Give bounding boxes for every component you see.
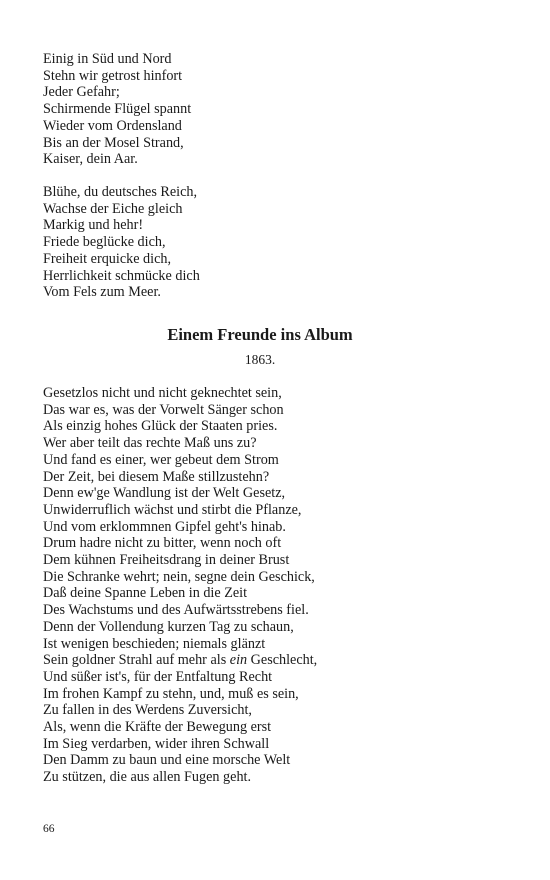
verse-line: Zu stützen, die aus allen Fugen geht. [43,769,252,786]
verse-line: Denn der Vollendung kurzen Tag zu schaun, [43,618,294,635]
verse-line: Kaiser, dein Aar. [43,151,138,168]
poem-title: Einem Freunde ins Album [167,325,353,344]
verse-line: Der Zeit, bei diesem Maße stillzustehn? [43,468,270,485]
verse-line: Herrlichkeit schmücke dich [43,267,200,284]
verse-line: Freiheit erquicke dich, [43,250,172,267]
verse-line: Einig in Süd und Nord [43,51,172,67]
verse-line: Und süßer ist's, für der Entfaltung Recht [43,668,273,685]
verse-line: Wachse der Eiche gleich [43,200,183,217]
verse-line: Daß deine Spanne Leben in die Zeit [43,585,248,602]
verse-line: Das war es, was der Vorwelt Sänger schon [43,401,284,418]
verse-line: Des Wachstums und des Aufwärtsstrebens fiel. [43,602,309,619]
poem-date: 1863. [244,352,276,367]
verse-line: Ist wenigen beschieden; niemals glänzt [43,635,266,652]
poem-stanza-2 [43,184,200,301]
page-number: 66 [43,823,55,835]
verse-line: Schirmende Flügel spannt [43,101,192,118]
verse-line: Bis an der Mosel Strand, [43,134,184,151]
verse-line: Zu fallen in des Werdens Zuversicht, [43,702,252,719]
verse-text: Sein goldner Strahl auf mehr als [43,652,230,669]
verse-line: Im frohen Kampf zu stehn, und, muß es sein, [43,685,299,702]
emphasized-word: ein [229,652,248,669]
verse-line: Und vom erklommnen Gipfel geht's hinab. [43,518,286,535]
verse-line: Wieder vom Ordensland [43,117,182,134]
verse-line: Blühe, du deutsches Reich, [43,184,198,200]
verse-line: Denn ew'ge Wandlung ist der Welt Gesetz, [43,485,286,502]
poem-body [43,385,317,786]
poem-stanza-1 [43,51,191,168]
verse-line: Wer aber teilt das rechte Maß uns zu? [43,435,257,452]
verse-line: Stehn wir getrost hinfort [43,67,183,84]
verse-line: Unwiderruflich wächst und stirbt die Pflanze, [43,501,302,518]
verse-line: Vom Fels zum Meer. [43,284,161,301]
verse-line: Dem kühnen Freiheitsdrang in deiner Brust [43,552,290,569]
verse-text: Geschlecht, [247,652,318,669]
verse-line: Und fand es einer, wer gebeut dem Strom [43,451,279,468]
verse-line: Im Sieg verdarben, wider ihren Schwall [43,735,270,752]
verse-line: Die Schranke wehrt; nein, segne dein Geschick, [43,568,315,585]
verse-line: Friede beglücke dich, [43,234,166,251]
verse-line: Drum hadre nicht zu bitter, wenn noch oft [43,535,282,552]
verse-line: Markig und hehr! [43,217,144,234]
verse-line: Als, wenn die Kräfte der Bewegung erst [43,719,272,736]
verse-line-with-emphasis [43,652,317,669]
verse-line: Als einzig hohes Glück der Staaten pries. [43,418,278,435]
verse-line: Den Damm zu baun und eine morsche Welt [43,752,291,769]
verse-line: Jeder Gefahr; [43,84,120,101]
verse-line: Gesetzlos nicht und nicht geknechtet sein, [43,385,282,401]
